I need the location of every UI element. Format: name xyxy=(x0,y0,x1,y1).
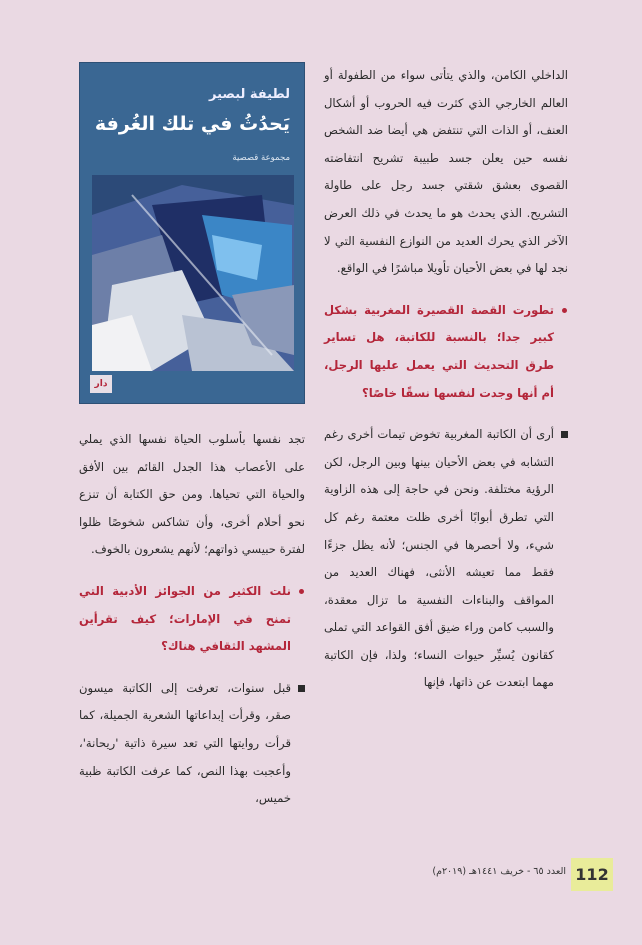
answer-text: قبل سنوات، تعرفت إلى الكاتبة ميسون صقر، وقرأت إبداعاتها الشعرية الجميلة، كما قرأت روايتها التي تعد سيرة ذاتية 'ريحانة'، وأعجبت بهذا النص، كما عرفت الكاتبة ظبية خميس، xyxy=(79,680,291,806)
paragraph: الداخلي الكامن، والذي يتأتى سواء من الطفولة أو العالم الخارجي الذي كثرت فيه الحروب أو أشكال العنف، أو الذات التي تنتفض هي أيضا ضد الشخص نفسه حين يعلن جسد طبيبة تشريح انتفاضته القصوى بعشق شقتي جسد رجل على طاولة التشريح. الذي يحدث هو ما يحدث في ذلك العرض الآخر الذي يحرك العديد من النوازع النفسية التي لا نجد لها في بعض الأحيان تأويلا مباشرًا في الواقع. xyxy=(324,68,568,276)
paragraph: تجد نفسها بأسلوب الحياة نفسها الذي يملي على الأعصاب هذا الجدل القائم بين الأفق والحياة التي تحياها. ومن حق الكتابة أن تنزع نحو أحلام أخرى، وأن تشاكس شخوصًا ظلوا لفترة حبيسي ذواتهم؛ لأنهم يشعرون بالخوف. xyxy=(79,432,305,557)
question-bullet-icon xyxy=(299,589,304,594)
book-author: لطيفة لبصير xyxy=(208,87,290,102)
interview-answer xyxy=(324,421,568,697)
interview-answer xyxy=(79,675,305,813)
publisher-logo: دار xyxy=(90,375,112,393)
answer-bullet-icon xyxy=(298,685,305,692)
right-column xyxy=(324,62,568,697)
question-bullet-icon xyxy=(562,308,567,313)
interview-question xyxy=(79,578,305,661)
left-column xyxy=(79,426,305,813)
answer-text: أرى أن الكاتبة المغربية تخوض تيمات أخرى رغم التشابه في بعض الأحيان بينها وبين الرجل، لكن الرؤية مختلفة. ونحن في حاجة إلى هذه الزاوية التي تطرق أبوابًا أخرى ظلت معتمة رغم كل شيء، ولا أحصرها في الجنس؛ لأنه يظل جزءًا فقط مما تعيشه الأنثى، فهناك العديد من المواقف والبناءات النفسية ما تزال معقدة، والسبب كامن وراء ضيق أفق القواعد التي تملى كقانون يُسيِّر حيوات النساء؛ ولذا، فإن الكاتبة مهما ابتعدت عن ذاتها، فإنها xyxy=(324,427,554,690)
interview-question xyxy=(324,297,568,407)
page-number: 112 xyxy=(571,858,613,891)
answer-bullet-icon xyxy=(561,431,568,438)
book-subtitle: مجموعة قصصية xyxy=(232,153,290,163)
cover-artwork xyxy=(92,175,294,371)
question-text: نلت الكثير من الجوائز الأدبية التي تمنح في الإمارات؛ كيف تقرأين المشهد الثقافي هناك؟ xyxy=(79,583,291,654)
issue-info: العدد ٦٥ - خريف ١٤٤١هـ (٢٠١٩م) xyxy=(432,866,566,877)
book-title: يَحدُثُ في تلك الغُرفة xyxy=(94,113,290,135)
book-cover xyxy=(79,62,305,404)
question-text: تطورت القصة القصيرة المغربية بشكل كبير جدا؛ بالنسبة للكاتبة، هل تساير طرق التحديث التي يعمل عليها الرجل، أم أنها وجدت لنفسها نسقًا خاصًا؟ xyxy=(324,302,554,400)
